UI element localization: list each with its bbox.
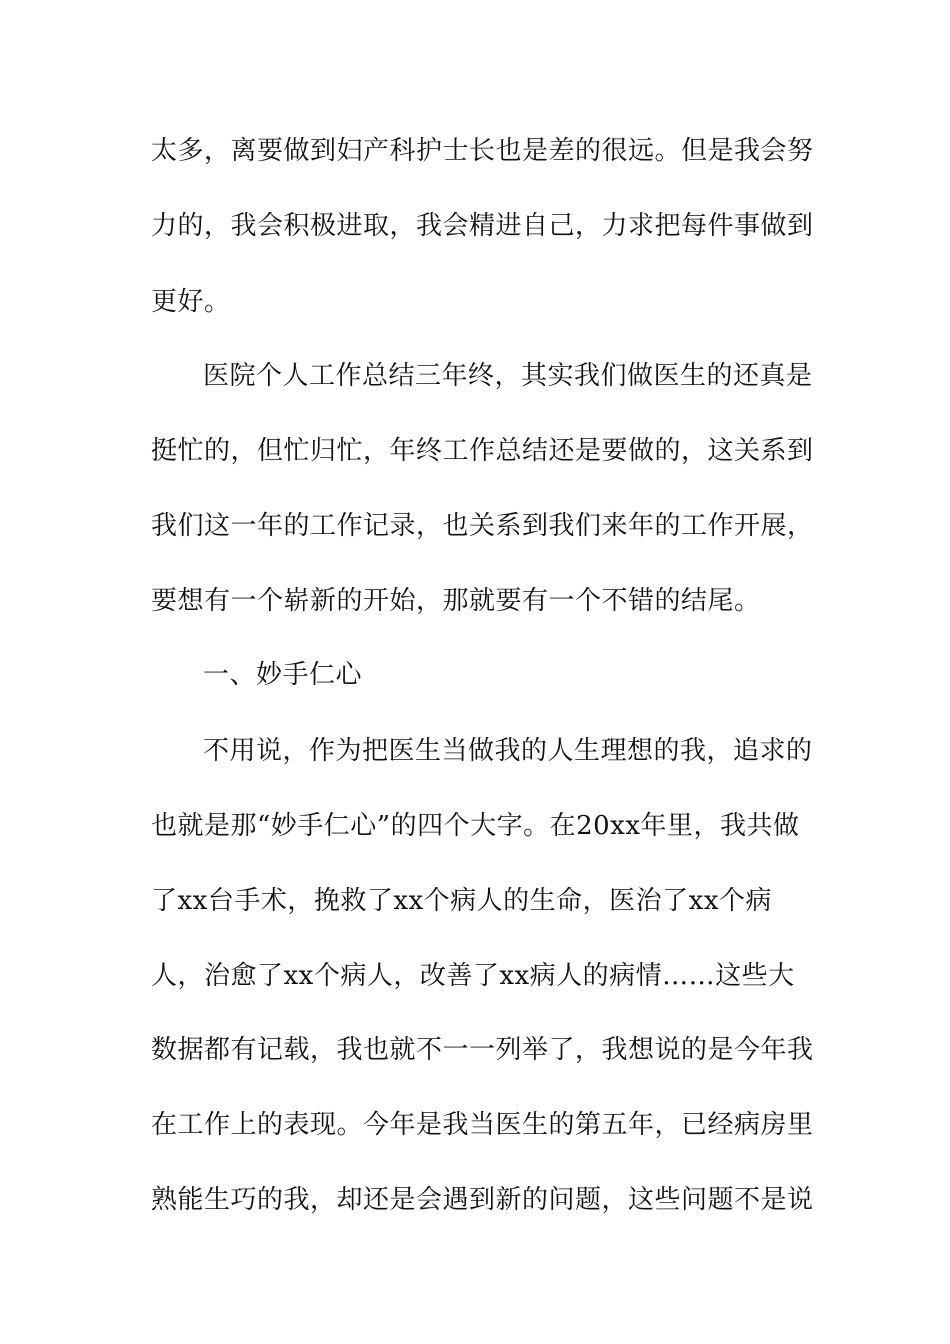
text-line: 了xx台手术，挽救了xx个病人的生命，医治了xx个病 bbox=[151, 886, 772, 916]
text-line: 更好。 bbox=[151, 287, 231, 317]
text-line: 熟能生巧的我，却还是会遇到新的问题，这些问题不是说 bbox=[151, 1185, 814, 1215]
section-heading: 一、妙手仁心 bbox=[203, 660, 363, 690]
text-line: 要想有一个崭新的开始，那就要有一个不错的结尾。 bbox=[151, 586, 761, 616]
text-line: 我们这一年的工作记录，也关系到我们来年的工作开展， bbox=[151, 511, 814, 541]
paragraph-first-line: 医院个人工作总结三年终，其实我们做医生的还真是 bbox=[203, 361, 813, 391]
text-line: 力的，我会积极进取，我会精进自己，力求把每件事做到 bbox=[151, 211, 814, 241]
text-line: 挺忙的，但忙归忙，年终工作总结还是要做的，这关系到 bbox=[151, 436, 814, 466]
text-line: 也就是那“妙手仁心”的四个大字。在20xx年里，我共做 bbox=[151, 811, 800, 841]
paragraph-first-line: 不用说，作为把医生当做我的人生理想的我，追求的 bbox=[203, 736, 813, 766]
text-line: 在工作上的表现。今年是我当医生的第五年，已经病房里 bbox=[151, 1110, 814, 1140]
text-line: 太多，离要做到妇产科护士长也是差的很远。但是我会努 bbox=[151, 136, 814, 166]
text-line: 数据都有记载，我也就不一一列举了，我想说的是今年我 bbox=[151, 1035, 814, 1065]
text-line: 人，治愈了xx个病人，改善了xx病人的病情……这些大 bbox=[151, 961, 795, 991]
